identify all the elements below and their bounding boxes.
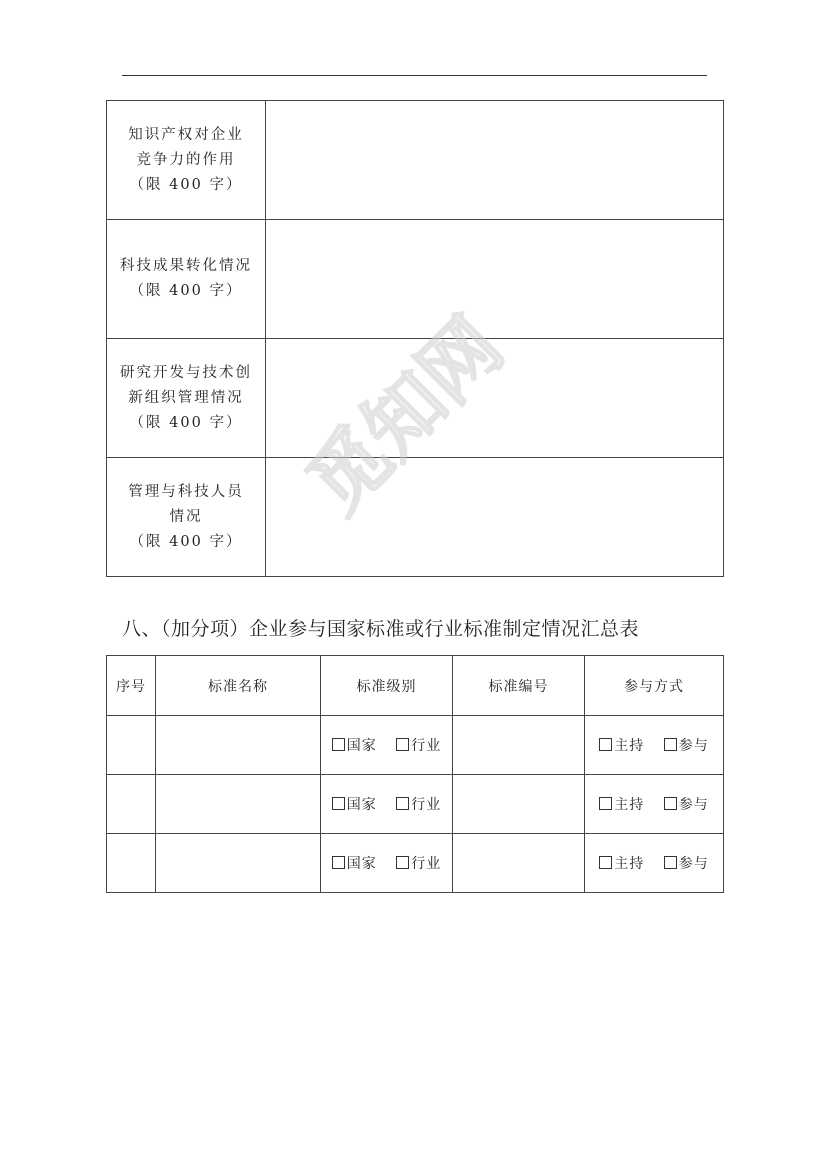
answer-cell[interactable] <box>266 458 724 577</box>
checkbox-industry[interactable]: 行业 <box>396 794 441 814</box>
standard-name-cell[interactable] <box>156 716 321 775</box>
checkbox-icon[interactable] <box>396 738 409 751</box>
answer-cell[interactable] <box>266 101 724 220</box>
standard-name-cell[interactable] <box>156 775 321 834</box>
watermark-text: 觅知网 <box>291 301 521 531</box>
checkbox-lead[interactable]: 主持 <box>599 794 644 814</box>
table-row <box>107 339 724 458</box>
standard-level-cell <box>321 716 453 775</box>
checkbox-icon[interactable] <box>332 738 345 751</box>
checkbox-icon[interactable] <box>396 797 409 810</box>
table-row <box>107 220 724 339</box>
checkbox-icon[interactable] <box>664 797 677 810</box>
checkbox-icon[interactable] <box>599 797 612 810</box>
checkbox-icon[interactable] <box>664 738 677 751</box>
row-label-ip: 知识产权对企业 竞争力的作用 （限 400 字） <box>107 101 266 220</box>
checkbox-icon[interactable] <box>332 856 345 869</box>
checkbox-national[interactable]: 国家 <box>332 735 377 755</box>
seq-cell[interactable] <box>107 775 156 834</box>
checkbox-national[interactable]: 国家 <box>332 794 377 814</box>
header-standard-code: 标准编号 <box>453 656 585 716</box>
answer-cell[interactable] <box>266 339 724 458</box>
table-header-row <box>107 656 724 716</box>
row-label-tech-transfer: 科技成果转化情况 （限 400 字） <box>107 220 266 339</box>
checkbox-participate[interactable]: 参与 <box>664 853 709 873</box>
participation-mode-cell <box>585 775 724 834</box>
checkbox-participate[interactable]: 参与 <box>664 794 709 814</box>
standard-level-cell <box>321 775 453 834</box>
description-table <box>106 100 724 577</box>
standard-name-cell[interactable] <box>156 834 321 893</box>
standards-table <box>106 655 724 893</box>
checkbox-national[interactable]: 国家 <box>332 853 377 873</box>
header-standard-level: 标准级别 <box>321 656 453 716</box>
header-standard-name: 标准名称 <box>156 656 321 716</box>
checkbox-icon[interactable] <box>396 856 409 869</box>
row-label-staff: 管理与科技人员 情况 （限 400 字） <box>107 458 266 577</box>
header-participation-mode: 参与方式 <box>585 656 724 716</box>
checkbox-icon[interactable] <box>664 856 677 869</box>
participation-mode-cell <box>585 716 724 775</box>
standard-code-cell[interactable] <box>453 775 585 834</box>
checkbox-lead[interactable]: 主持 <box>599 735 644 755</box>
checkbox-icon[interactable] <box>332 797 345 810</box>
participation-mode-cell <box>585 834 724 893</box>
table-row <box>107 834 724 893</box>
table-row <box>107 775 724 834</box>
table-row <box>107 458 724 577</box>
seq-cell[interactable] <box>107 716 156 775</box>
table-row <box>107 716 724 775</box>
checkbox-icon[interactable] <box>599 856 612 869</box>
standard-code-cell[interactable] <box>453 834 585 893</box>
table-row <box>107 101 724 220</box>
seq-cell[interactable] <box>107 834 156 893</box>
checkbox-industry[interactable]: 行业 <box>396 735 441 755</box>
header-rule <box>122 75 707 76</box>
checkbox-participate[interactable]: 参与 <box>664 735 709 755</box>
answer-cell[interactable] <box>266 220 724 339</box>
row-label-rd-management: 研究开发与技术创 新组织管理情况 （限 400 字） <box>107 339 266 458</box>
checkbox-icon[interactable] <box>599 738 612 751</box>
standard-code-cell[interactable] <box>453 716 585 775</box>
section-title: 八、（加分项）企业参与国家标准或行业标准制定情况汇总表 <box>122 618 640 640</box>
checkbox-lead[interactable]: 主持 <box>599 853 644 873</box>
header-seq: 序号 <box>107 656 156 716</box>
checkbox-industry[interactable]: 行业 <box>396 853 441 873</box>
standard-level-cell <box>321 834 453 893</box>
